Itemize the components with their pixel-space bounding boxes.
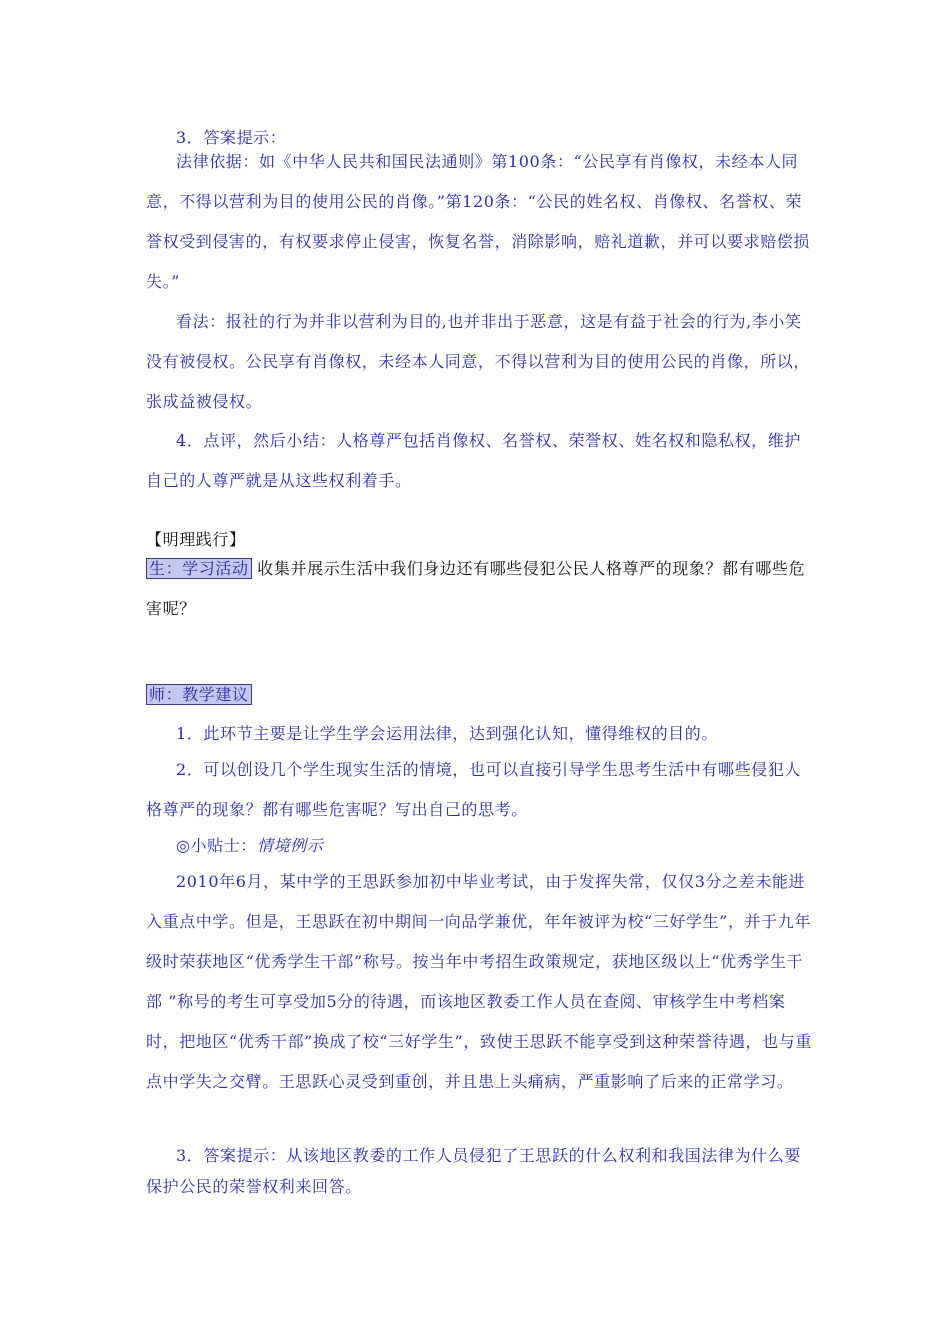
tip-prefix: ◎小贴士： xyxy=(176,836,257,855)
answer-hint-3: 3．答案提示： xyxy=(176,128,287,147)
review-summary-paragraph: 4．点评，然后小结：人格尊严包括肖像权、名誉权、荣誉权、姓名权和隐私权，维护自己的人尊严就是从这些权利着手。 xyxy=(146,431,801,490)
tip-label: 情境例示 xyxy=(256,836,324,855)
legal-basis-paragraph: 法律依据：如《中华人民共和国民法通则》第100条：“公民享有肖像权，未经本人同意，不得以营利为目的使用公民的肖像。”第120条：“公民的姓名权、肖像权、名誉权、荣誉权受到侵害的，有权要求停止侵害，恢复名誉，消除影响，赔礼道歉，并可以要求赔偿损失。” xyxy=(146,152,811,291)
section-heading: 【明理践行】 xyxy=(146,530,246,549)
opinion-paragraph: 看法：报社的行为并非以营利为目的,也并非出于恶意，这是有益于社会的行为,李小笑没有被侵权。公民享有肖像权，未经本人同意，不得以营利为目的使用公民的肖像，所以，张成益被侵权。 xyxy=(146,312,811,411)
teacher-suggestion-tag: 师：教学建议 xyxy=(146,684,252,705)
student-activity-text: 收集并展示生活中我们身边还有哪些侵犯公民人格尊严的现象？都有哪些危害呢？ xyxy=(146,559,806,618)
student-activity-tag: 生：学习活动 xyxy=(146,558,252,579)
teacher-point-2: 2．可以创设几个学生现实生活的情境，也可以直接引导学生思考生活中有哪些侵犯人格尊严的现象？都有哪些危害呢？写出自己的思考。 xyxy=(146,760,801,819)
student-activity-paragraph xyxy=(146,549,812,629)
answer-hint-final: 3．答案提示：从该地区教委的工作人员侵犯了王思跃的什么权利和我国法律为什么要保护公民的荣誉权利来回答。 xyxy=(146,1146,801,1196)
teacher-suggestion-heading xyxy=(146,675,812,715)
case-story-paragraph: 2010年6月，某中学的王思跃参加初中毕业考试，由于发挥失常，仅仅3分之差未能进入重点中学。但是，王思跃在初中期间一向品学兼优，年年被评为校“三好学生”，并于九年级时荣获地区“优秀学生干部”称号。按当年中考招生政策规定，获地区级以上“优秀学生干部 ”称号的考生可享受加5分的待遇，而该地区教委工作人员在查阅、审核学生中考档案时，把地区“优秀干部”换成了校“三好学生”，致使王思跃不能享受到这种荣誉待遇，也与重点中学失之交臂。王思跃心灵受到重创，并且患上头痛病，严重影响了后来的正常学习。 xyxy=(146,872,812,1091)
tip-line xyxy=(146,826,812,866)
teacher-point-1: 1．此环节主要是让学生学会运用法律，达到强化认知，懂得维权的目的。 xyxy=(176,724,718,743)
